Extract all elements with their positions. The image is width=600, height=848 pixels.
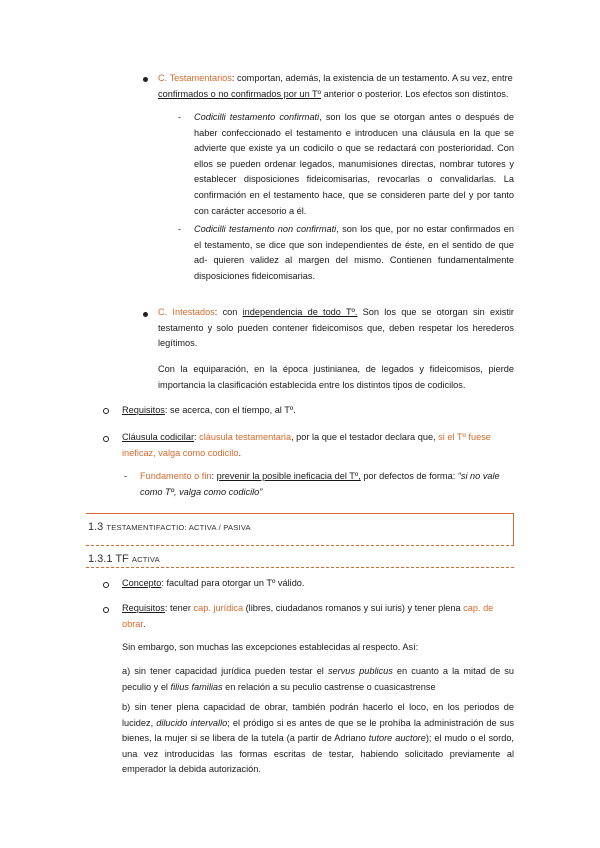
item-b-paragraph xyxy=(122,700,514,778)
confirmati-paragraph xyxy=(194,110,514,219)
clausula-paragraph xyxy=(122,430,514,461)
intestados-underlined: independencia de todo Tº. xyxy=(242,307,358,317)
concepto-text: : facultad para otorgar un Tº válido. xyxy=(161,578,305,588)
dash-icon: - xyxy=(124,471,127,481)
concepto-label: Concepto xyxy=(122,578,162,588)
testamentarios-label: C. Testamentarios xyxy=(158,73,232,83)
intestados-text: : con xyxy=(214,307,243,317)
clausula-text: , por la que el testador declara que, xyxy=(291,432,439,442)
testamentarios-paragraph xyxy=(158,71,514,102)
dash-icon: - xyxy=(178,112,181,122)
dash-icon: - xyxy=(178,224,181,234)
item-b-text: b) sin tener plena capacidad de obrar, también podrán hacerlo el loco, en los periodos de lucidez, xyxy=(122,702,514,728)
non-confirmati-paragraph xyxy=(194,222,514,284)
testamentarios-text: : comportan, además, la existencia de un testamento. A su vez, entre xyxy=(231,73,513,83)
clausula-label: Cláusula codicilar xyxy=(122,432,195,442)
bullet-ring-icon xyxy=(103,408,109,414)
sin-embargo-paragraph: Sin embargo, son muchas las excepciones establecidas al respecto. Así: xyxy=(122,642,419,652)
clausula-highlight: cláusula testamentaria xyxy=(199,432,292,442)
clausula-end: . xyxy=(238,447,241,458)
requisitos-2-label: Requisitos xyxy=(122,603,165,613)
item-b-italic-2: tutore auctore xyxy=(368,733,426,744)
requisitos-2-highlight-2: cap. de obrar xyxy=(122,603,494,629)
requisitos-text: : se acerca, con el tiempo, al Tº. xyxy=(164,405,296,415)
item-a-italic: servus publicus xyxy=(327,666,393,676)
fundamento-sep: : xyxy=(211,471,217,481)
item-a-text-2: en cuanto a la mitad de su peculio y el xyxy=(122,666,514,692)
item-a-paragraph xyxy=(122,664,514,695)
intestados-label: C. Intestados xyxy=(158,307,215,317)
item-a-text: a) sin tener capacidad jurídica pueden testar el xyxy=(122,666,328,676)
heading-1-3-1-number: 1.3.1 TF xyxy=(88,553,132,565)
testamentarios-text-end: anterior o posterior. Los efectos son distintos. xyxy=(321,88,509,99)
item-a-italic-2: filius familias xyxy=(170,681,223,692)
fundamento-underlined: prevenir la posible ineficacia del Tº, xyxy=(216,471,361,481)
requisitos-2-paragraph xyxy=(122,601,514,632)
testamentarios-underlined: confirmados o no confirmados por un Tº xyxy=(158,88,322,99)
requisitos-paragraph xyxy=(122,403,514,419)
requisitos-2-text: : tener xyxy=(164,603,194,613)
bullet-ring-icon xyxy=(103,582,109,588)
clausula-highlight-2: si el Tº fuese ineficaz, valga como codicilo xyxy=(122,432,491,458)
fundamento-text: por defectos de forma: xyxy=(360,471,458,481)
concepto-paragraph xyxy=(122,576,514,592)
bullet-icon xyxy=(143,312,148,317)
section-heading-1-3 xyxy=(86,513,514,546)
item-b-text-3: ); el mudo o el sordo, una vez introducidas las formas escritas de testar, habiendo solicitado previamente al emperador la debida autorización. xyxy=(122,733,514,775)
clausula-sep: : xyxy=(194,432,200,442)
fundamento-label: Fundamento o fin xyxy=(140,471,212,481)
requisitos-2-highlight: cap. jurídica xyxy=(193,603,244,613)
item-b-italic: dilucido intervallo xyxy=(156,717,228,728)
bullet-icon xyxy=(143,77,148,82)
requisitos-2-text-2: (libres, ciudadanos romanos y sui iuris) y tener plena xyxy=(243,603,464,613)
bullet-ring-icon xyxy=(103,436,109,442)
item-b-text-2: ; el pródigo si es antes de que se le prohíba la administración de sus bienes, la mujer si se libera de la tutela (a partir de Adriano xyxy=(122,717,514,744)
requisitos-label: Requisitos xyxy=(122,405,165,415)
confirmati-term: Codicilli testamento confirmati xyxy=(194,112,320,122)
fundamento-paragraph xyxy=(140,469,514,500)
bullet-ring-icon xyxy=(103,607,109,613)
heading-1-3-text: TESTAMENTIFACTIO: ACTIVA / PASIVA xyxy=(106,523,251,532)
equiparacion-paragraph: Con la equiparación, en la época justinianea, de legados y fideicomisos, pierde importancia la clasificación establecida entre los distintos tipos de codicilos. xyxy=(158,364,514,390)
requisitos-2-end: . xyxy=(142,618,146,629)
heading-1-3-1-text: ACTIVA xyxy=(131,555,160,564)
item-a-text-3: en relación a su peculio castrense o cuasicastrense xyxy=(222,681,436,692)
fundamento-quote: “si no vale como Tº, valga como codicilo” xyxy=(140,471,500,497)
intestados-paragraph xyxy=(158,305,514,352)
intestados-text-end: Son los que se otorgan sin existir testamento y solo pueden contener fideicomisos que, deben respetar los herederos legítimos. xyxy=(158,307,514,349)
non-confirmati-term: Codicilli testamento non confirmati xyxy=(194,224,337,234)
heading-1-3-number: 1.3 xyxy=(88,521,107,533)
section-heading-1-3-1 xyxy=(86,548,514,568)
confirmati-text: , son los que se otorgan antes o después de haber confeccionado el testamento e introducen una cláusula en la que se advierte que existe ya un codicilo o que se redactará con posterioridad. Con ellos se pueden ordenar legados, manumisiones directas, nombrar tutores y establecer disposiciones fideicomisarias, revocarlas o convalidarlas. La confirmación en el testamento hace, que se consideren parte del y por tanto con carácter accesorio a él. xyxy=(194,112,514,216)
non-confirmati-text: , son los que, por no estar confirmados en el testamento, se dice que son independientes de éste, en el sentido de que ad- quieren validez al margen del mismo. Contienen fundamentalmente disposiciones fideicomisarias. xyxy=(194,224,514,281)
